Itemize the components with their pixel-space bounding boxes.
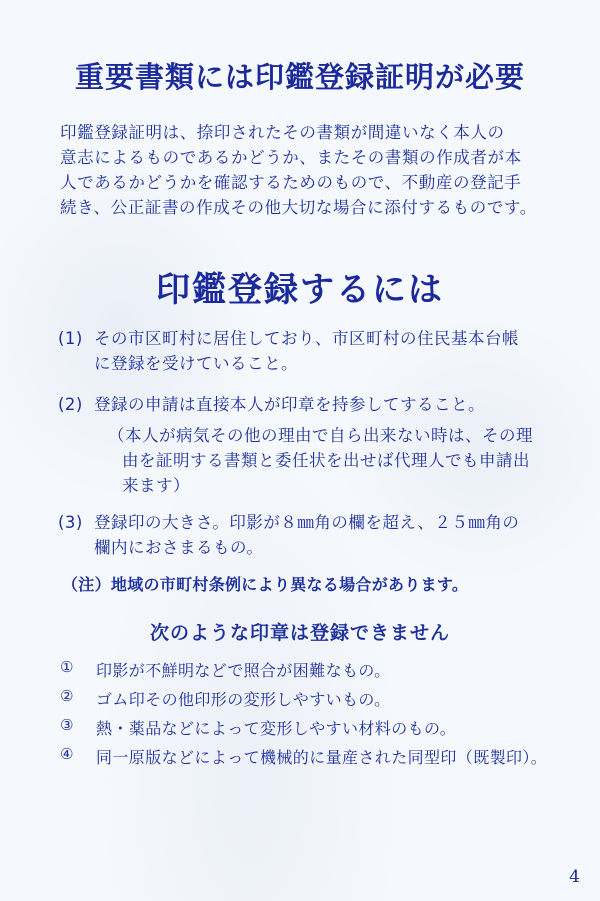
requirement-line: に登録を受けていること。	[94, 354, 298, 373]
item-mark: ②	[60, 687, 74, 705]
intro-line: 人であるかどうかを確認するためのもので、不動産の登記手	[60, 173, 522, 192]
intro-paragraph	[60, 120, 550, 220]
list-title: 次のような印章は登録できません	[149, 622, 450, 644]
item-text: 印影が不鮮明などで照合が困難なもの。	[96, 661, 391, 680]
requirement-line: 欄内におさまるもの。	[94, 538, 264, 557]
item-text: 熱・薬品などによって変形しやすい材料のもの。	[96, 719, 457, 738]
requirement-line: 登録の申請は直接本人が印章を持参してすること。	[94, 395, 485, 414]
intro-line: 続き、公正証書の作成その他大切な場合に添付するものです。	[60, 198, 537, 217]
page-title: 重要書類には印鑑登録証明が必要	[74, 60, 525, 94]
requirement-number: (2)	[58, 395, 83, 414]
intro-line: 意志によるものであるかどうか、またその書類の作成者が本	[60, 148, 522, 167]
requirement-note-line: 由を証明する書類と委任状を出せば代理人でも申請出	[122, 451, 530, 470]
item-mark: ③	[60, 716, 74, 734]
item-mark: ①	[60, 658, 74, 676]
item-text: ゴム印その他印形の変形しやすいもの。	[96, 690, 391, 709]
requirement-note-line: 来ます）	[122, 476, 190, 495]
item-text: 同一原版などによって機械的に量産された同型印（既製印）。	[96, 748, 548, 767]
page-number: 4	[569, 867, 580, 887]
requirement-number: (1)	[58, 329, 83, 348]
requirement-number: (3)	[58, 513, 83, 532]
requirement-line: その市区町村に居住しており、市区町村の住民基本台帳	[94, 329, 519, 348]
item-mark: ④	[60, 745, 74, 763]
requirement-line: 登録印の大きさ。印影が８㎜角の欄を超え、２５㎜角の	[94, 513, 520, 532]
requirement-note-line: （本人が病気その他の理由で自ら出来ない時は、その理	[108, 426, 533, 445]
requirement-2	[58, 392, 533, 498]
intro-line: 印鑑登録証明は、捺印されたその書類が間違いなく本人の	[60, 123, 505, 142]
section-title: 印鑑登録するには	[156, 270, 444, 310]
footnote: （注）地域の市町村条例により異なる場合があります。	[62, 575, 469, 594]
requirement-3	[58, 510, 519, 560]
requirement-1	[58, 326, 519, 376]
